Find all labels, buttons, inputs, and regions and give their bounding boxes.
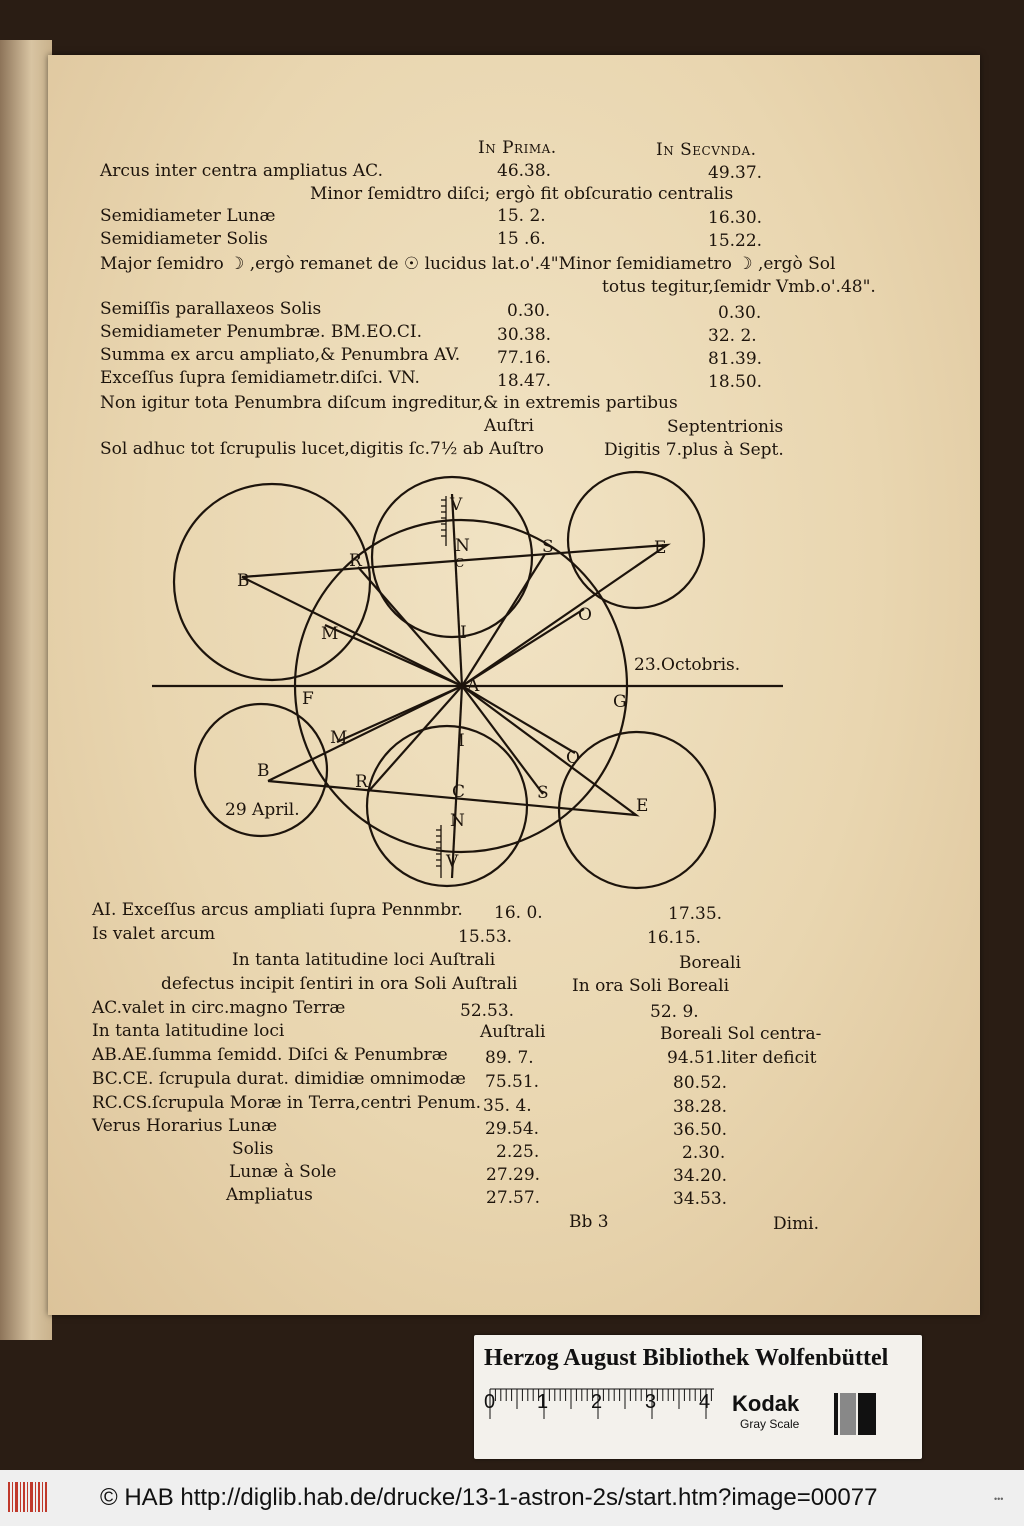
text-line-l7: Semiſſis parallaxeos Solis [100,299,322,319]
label-f: F [302,689,314,709]
ruler-number: 4 [699,1391,711,1413]
label-i-bottom: I [458,731,465,751]
ruler-number: 3 [645,1391,657,1413]
text-line-l12b: Septentrionis [667,417,784,437]
text-line-l2: Minor ſemidtro diſci; ergò fit obſcuratio centralis [310,184,734,204]
label-c-top: C [455,556,465,570]
text-line-m13b: 34.53. [673,1189,728,1209]
label-b-top: B [237,571,250,591]
label-o-top: O [578,605,592,625]
label-a: A [467,676,480,696]
text-line-l8b: 32. 2. [708,326,757,346]
text-line-l13b: Digitis 7.plus à Sept. [604,440,784,460]
text-line-l7b: 0.30. [718,303,762,323]
text-line-m4: defectus incipit ſentiri in ora Soli Auſtrali [161,974,518,994]
label-n-top: N [455,536,470,556]
text-line-m8: BC.CE. ſcrupula durat. dimidiæ omnimodæ [92,1069,466,1089]
label-e-top: E [654,538,667,558]
column-header-prima: In Prima. [478,138,557,158]
label-r-top: R [349,551,362,571]
text-line-catch: Dimi. [773,1214,820,1234]
text-line-m6: In tanta latitudine loci [92,1021,285,1041]
text-line-l3: Semidiameter Lunæ [100,206,276,226]
text-line-l7a: 0.30. [507,301,551,321]
text-line-m5b: 52. 9. [650,1002,699,1022]
text-line-m1b: 17.35. [668,904,723,924]
label-s-bottom: S [537,783,549,803]
copyright-url[interactable]: © HAB http://diglib.hab.de/drucke/13-1-astron-2s/start.htm?image=00077 [100,1484,878,1511]
text-line-m12: Lunæ à Sole [229,1162,337,1182]
label-i-top: I [460,623,467,643]
text-line-m5: AC.valet in circ.magno Terræ [92,998,346,1018]
text-line-l1b: 49.37. [708,163,763,183]
text-line-l9: Summa ex arcu ampliato,& Penumbra AV. [100,345,461,365]
text-line-m12b: 34.20. [673,1166,728,1186]
gray-swatch [840,1393,856,1435]
label-april: 29 April. [225,800,300,820]
text-line-m7a: 89. 7. [485,1048,534,1068]
text-line-l8a: 30.38. [497,325,552,345]
text-line-l3b: 16.30. [708,208,763,228]
text-line-m9b: 38.28. [673,1097,728,1117]
text-line-m13a: 27.57. [486,1188,541,1208]
text-line-m9a: 35. 4. [483,1096,532,1116]
text-line-m10a: 29.54. [485,1119,540,1139]
text-line-l10a: 18.47. [497,371,552,391]
text-line-l5: Major ſemidro ☽ ,ergò remanet de ☉ lucidus lat.o'.4"Minor ſemidiametro ☽ ,ergò Sol [100,254,836,274]
library-color-scale-label [474,1335,922,1459]
library-name: Herzog August Bibliothek Wolfenbüttel [484,1345,889,1371]
text-line-l6: totus tegitur,ſemidr Vmb.o'.48". [602,277,876,297]
text-line-l3a: 15. 2. [497,206,546,226]
text-line-m12a: 27.29. [486,1165,541,1185]
label-r-bottom: R [355,772,368,792]
ruler-number: 0 [484,1391,496,1413]
text-line-l1: Arcus inter centra ampliatus AC. [100,161,383,181]
text-line-m11b: 2.30. [682,1143,726,1163]
text-line-m8a: 75.51. [485,1072,540,1092]
column-header-secunda: In Secvnda. [656,140,757,160]
label-e-bottom: E [636,796,649,816]
label-v-bottom: V [446,852,459,872]
text-line-l4a: 15 .6. [497,229,546,249]
text-line-m10b: 36.50. [673,1120,728,1140]
text-line-l11: Non igitur tota Penumbra diſcum ingreditur,& in extremis partibus [100,393,678,413]
text-line-m4b: In ora Soli Boreali [572,976,730,996]
text-line-m11a: 2.25. [496,1142,540,1162]
text-line-l4b: 15.22. [708,231,763,251]
text-line-m7b: 94.51.liter deficit [667,1048,817,1068]
text-line-m9: RC.CS.ſcrupula Moræ in Terra,centri Penum. [92,1093,482,1113]
text-line-m11: Solis [232,1139,274,1159]
text-line-l4: Semidiameter Solis [100,229,268,249]
dots-icon: ••• [994,1494,1004,1504]
label-octobris: 23.Octobris. [634,655,741,675]
text-line-l12a: Auſtri [484,416,534,436]
text-line-m2: Is valet arcum [92,924,216,944]
gray-swatch [834,1393,838,1435]
text-line-m1: AI. Exceſſus arcus ampliati ſupra Pennmbr. [92,900,463,920]
label-m-top: M [321,624,339,644]
text-line-m8b: 80.52. [673,1073,728,1093]
label-g: G [613,692,627,712]
text-line-l8: Semidiameter Penumbræ. BM.EO.CI. [100,322,423,342]
text-line-m13: Ampliatus [226,1185,313,1205]
text-line-m2a: 15.53. [458,927,513,947]
text-line-sig: Bb 3 [569,1212,609,1232]
text-line-m6b: Boreali Sol centra- [660,1024,822,1044]
label-b-bottom: B [257,761,270,781]
ruler-number: 2 [591,1391,603,1413]
text-line-l1a: 46.38. [497,161,552,181]
ruler-number: 1 [537,1391,549,1413]
gray-swatch [858,1393,876,1435]
label-v-top: V [450,495,463,515]
text-line-m10: Verus Horarius Lunæ [92,1116,278,1136]
text-line-l10b: 18.50. [708,372,763,392]
text-line-m7: AB.AE.ſumma ſemidd. Diſci & Penumbræ [92,1045,448,1065]
text-line-l9a: 77.16. [497,348,552,368]
label-o-bottom: O [566,748,580,768]
label-n-bottom: N [450,811,465,831]
barcode-icon [8,1482,48,1512]
text-line-m3: In tanta latitudine loci Auſtrali [232,950,496,970]
text-line-m1a: 16. 0. [494,903,543,923]
label-m-bottom: M [330,728,348,748]
text-line-l10: Exceſſus ſupra ſemidiametr.diſci. VN. [100,368,420,388]
footer-bar [0,1470,1024,1526]
text-line-m5a: 52.53. [460,1001,515,1021]
kodak-logo: Kodak [732,1391,800,1416]
gray-scale-text: Gray Scale [740,1417,800,1431]
text-line-l13: Sol adhuc tot ſcrupulis lucet,digitis ſc.7½ ab Auſtro [100,439,544,459]
text-line-m3b: Boreali [679,953,741,973]
label-s-top: S [542,537,554,557]
text-line-m2b: 16.15. [647,928,702,948]
label-c-bottom: C [452,782,466,802]
text-line-m6a: Auſtrali [480,1022,546,1042]
text-line-l9b: 81.39. [708,349,763,369]
penumbra-circle-top-right [568,472,704,608]
penumbra-circle-top-left [174,484,370,680]
